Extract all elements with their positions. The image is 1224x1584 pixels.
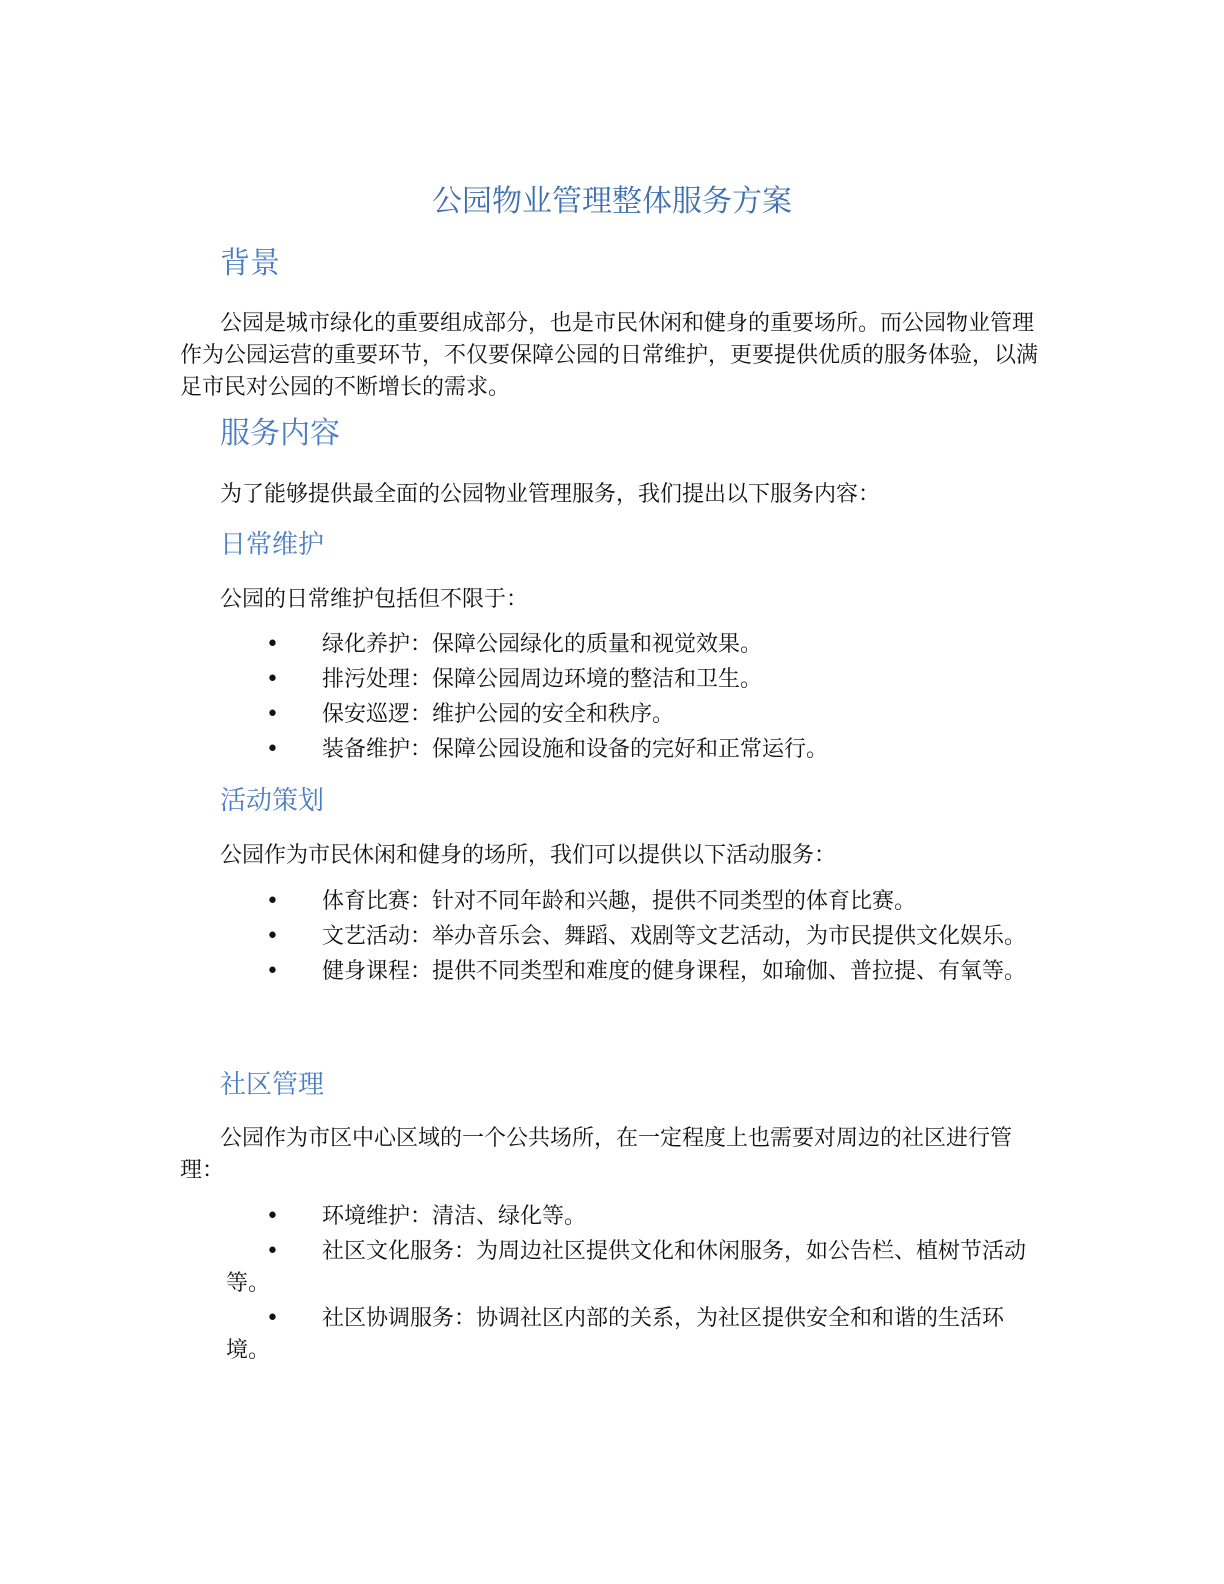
list-item — [226, 629, 1040, 661]
section-heading-background: 背景 — [220, 246, 280, 281]
list-item-text: 体育比赛：针对不同年龄和兴趣，提供不同类型的体育比赛。 — [322, 889, 917, 914]
bullet-icon: • — [266, 1204, 279, 1229]
list-item — [226, 886, 1040, 918]
bullet-icon: • — [266, 1239, 279, 1264]
list-item-text: 绿化养护：保障公园绿化的质量和视觉效果。 — [322, 632, 763, 657]
list-item-text: 装备维护：保障公园设施和设备的完好和正常运行。 — [322, 737, 829, 762]
daily-maintenance-list — [226, 629, 1040, 769]
list-item-text: 环境维护：清洁、绿化等。 — [322, 1204, 587, 1229]
list-item — [226, 699, 1040, 731]
bullet-icon: • — [266, 702, 279, 727]
list-item — [226, 1236, 1040, 1300]
list-item — [226, 734, 1040, 766]
bullet-icon: • — [266, 889, 279, 914]
activity-planning-intro: 公园作为市民休闲和健身的场所，我们可以提供以下活动服务： — [220, 843, 837, 868]
list-item — [226, 1303, 1040, 1367]
list-item-text: 文艺活动：举办音乐会、舞蹈、戏剧等文艺活动，为市民提供文化娱乐。 — [322, 924, 1027, 949]
activity-planning-list — [226, 886, 1040, 991]
list-item — [226, 664, 1040, 696]
community-management-intro: 公园作为市区中心区域的一个公共场所，在一定程度上也需要对周边的社区进行管理： — [180, 1126, 1013, 1183]
bullet-icon: • — [266, 737, 279, 762]
page-title: 公园物业管理整体服务方案 — [432, 184, 792, 219]
section-heading-services: 服务内容 — [220, 416, 340, 451]
subsection-heading-activity-planning: 活动策划 — [220, 786, 325, 816]
list-item — [226, 921, 1040, 953]
bullet-icon: • — [266, 959, 279, 984]
subsection-heading-community-management: 社区管理 — [220, 1070, 325, 1100]
list-item-text: 社区协调服务：协调社区内部的关系，为社区提供安全和和谐的生活环境。 — [226, 1306, 1005, 1363]
list-item-text: 健身课程：提供不同类型和难度的健身课程，如瑜伽、普拉提、有氧等。 — [322, 959, 1027, 984]
list-item-text: 社区文化服务：为周边社区提供文化和休闲服务，如公告栏、植树节活动等。 — [226, 1239, 1027, 1296]
bullet-icon: • — [266, 924, 279, 949]
daily-maintenance-intro: 公园的日常维护包括但不限于： — [220, 587, 529, 612]
subsection-heading-daily-maintenance: 日常维护 — [220, 530, 325, 560]
community-management-list — [226, 1201, 1040, 1370]
list-item — [226, 1201, 1040, 1233]
services-intro: 为了能够提供最全面的公园物业管理服务，我们提出以下服务内容： — [220, 482, 881, 507]
bullet-icon: • — [266, 667, 279, 692]
background-paragraph: 公园是城市绿化的重要组成部分，也是市民休闲和健身的重要场所。而公园物业管理作为公园运营的重要环节，不仅要保障公园的日常维护，更要提供优质的服务体验，以满足市民对公园的不断增长的需求。 — [180, 311, 1039, 400]
bullet-icon: • — [266, 632, 279, 657]
list-item — [226, 956, 1040, 988]
bullet-icon: • — [266, 1306, 279, 1331]
list-item-text: 排污处理：保障公园周边环境的整洁和卫生。 — [322, 667, 763, 692]
list-item-text: 保安巡逻：维护公园的安全和秩序。 — [322, 702, 675, 727]
